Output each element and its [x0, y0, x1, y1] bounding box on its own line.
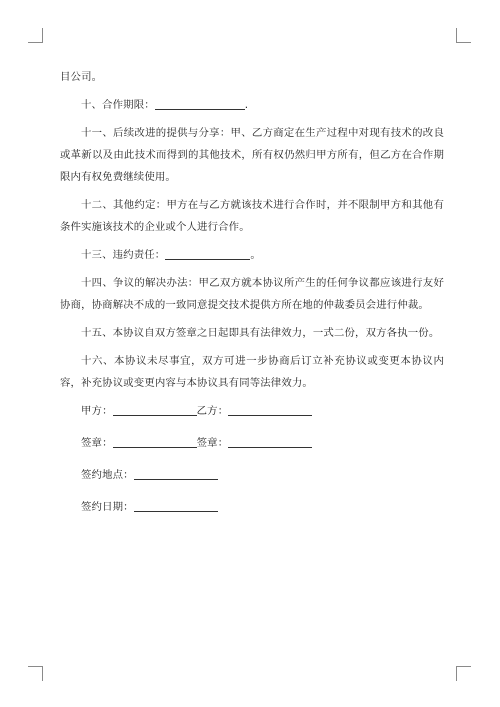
clause-13-liability	[60, 244, 444, 266]
clause-13-label: 十三、违约责任：	[81, 249, 166, 261]
seal-b-blank[interactable]	[228, 435, 312, 448]
clause-13-end-punct: 。	[250, 249, 261, 261]
crop-mark-top-left	[28, 28, 43, 43]
cooperation-period-blank[interactable]	[155, 97, 245, 110]
crop-mark-top-right	[456, 28, 471, 43]
party-a-label: 甲方：	[81, 405, 113, 417]
crop-mark-bottom-right	[456, 666, 471, 681]
clause-10-end-punct: .	[244, 99, 249, 111]
paragraph-continuation: 目公司。	[60, 71, 103, 83]
signing-place-blank[interactable]	[134, 467, 218, 480]
signing-place-row	[81, 464, 444, 486]
signing-place-label: 签约地点：	[81, 469, 134, 481]
clause-16-supplementary: 十六、本协议未尽事宜，双方可进一步协商后订立补充协议或变更本协议内容，补充协议或变更内容与本协议具有同等法律效力。	[60, 355, 444, 389]
signing-date-blank[interactable]	[134, 499, 218, 512]
clause-14-dispute-resolution: 十四、争议的解决办法：甲乙双方就本协议所产生的任何争议都应该进行友好协商，协商解决不成的一致同意提交技术提供方所在地的仲裁委员会进行仲裁。	[60, 277, 444, 311]
clause-12-other-terms: 十二、其他约定：甲方在与乙方就该技术进行合作时，并不限制甲方和其他有条件实施该技术的企业或个人进行合作。	[60, 199, 444, 233]
clause-10-cooperation-period	[60, 94, 444, 116]
seal-label-a: 签章：	[81, 437, 113, 449]
seal-row	[81, 432, 444, 454]
crop-mark-bottom-left	[28, 666, 43, 681]
party-a-blank[interactable]	[113, 403, 197, 416]
seal-label-b: 签章：	[196, 437, 229, 449]
clause-11-improvements: 十一、后续改进的提供与分享：甲、乙方商定在生产过程中对现有技术的改良或革新以及由此技术而得到的其他技术，所有权仍然归甲方所有，但乙方在合作期限内有权免费继续使用。	[60, 127, 444, 183]
party-signature-row	[81, 400, 444, 422]
liability-blank[interactable]	[165, 247, 250, 260]
party-b-blank[interactable]	[228, 403, 312, 416]
signature-block	[60, 400, 444, 518]
signing-date-row	[81, 496, 444, 518]
document-body	[60, 66, 444, 528]
clause-15-effectiveness: 十五、本协议自双方签章之日起即具有法律效力，一式二份，双方各执一份。	[81, 327, 440, 339]
party-b-label: 乙方：	[196, 405, 229, 417]
clause-10-label: 十、合作期限：	[81, 99, 155, 111]
signing-date-label: 签约日期：	[81, 501, 134, 513]
seal-a-blank[interactable]	[113, 435, 197, 448]
